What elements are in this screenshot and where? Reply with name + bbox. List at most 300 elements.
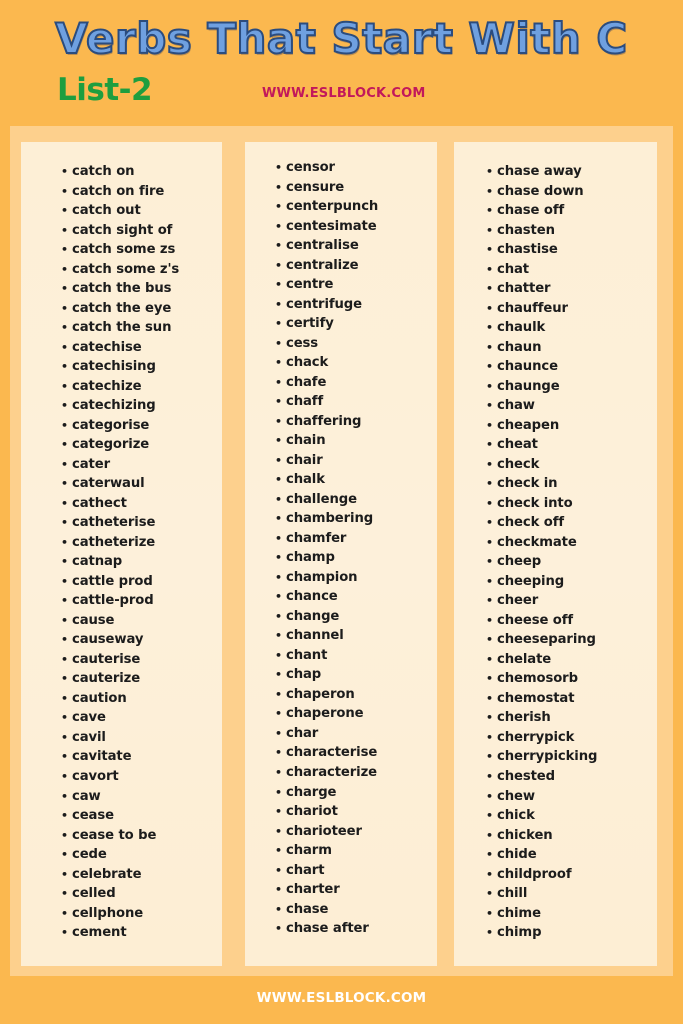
verb-list-item <box>61 240 179 260</box>
bullet-icon: • <box>486 204 493 218</box>
verb-list-item <box>275 353 378 373</box>
bullet-icon: • <box>61 262 68 276</box>
bullet-icon: • <box>486 243 493 257</box>
verb-text: cheer <box>497 593 539 609</box>
bullet-icon: • <box>275 297 282 311</box>
verb-text: chick <box>497 808 535 824</box>
bullet-icon: • <box>61 730 68 744</box>
bullet-icon: • <box>486 672 493 686</box>
bullet-icon: • <box>275 590 282 604</box>
verb-text: chatter <box>497 281 551 297</box>
verb-list <box>486 162 597 943</box>
verb-list-item <box>486 767 597 787</box>
bullet-icon: • <box>275 414 282 428</box>
verb-list-item <box>275 178 378 198</box>
bullet-icon: • <box>61 457 68 471</box>
bullet-icon: • <box>61 750 68 764</box>
verb-text: chack <box>286 355 329 371</box>
verb-list-item <box>486 455 597 475</box>
verb-text: cattle prod <box>72 573 153 589</box>
bullet-icon: • <box>275 492 282 506</box>
bullet-icon: • <box>61 594 68 608</box>
verb-list-item <box>486 591 597 611</box>
bullet-icon: • <box>486 691 493 705</box>
bullet-icon: • <box>275 805 282 819</box>
verb-list <box>61 162 179 943</box>
page-title: Verbs That Start With C <box>55 14 628 63</box>
bullet-icon: • <box>275 512 282 526</box>
verb-text: charter <box>286 882 340 898</box>
verb-list-item <box>61 201 179 221</box>
verb-text: chastise <box>497 242 558 258</box>
verb-list-item <box>275 919 378 939</box>
verb-text: cauterize <box>72 671 141 687</box>
bullet-icon: • <box>61 613 68 627</box>
verb-list-item <box>275 334 378 354</box>
verb-list-item <box>486 650 597 670</box>
verb-text: cater <box>72 456 110 472</box>
bullet-icon: • <box>275 473 282 487</box>
bullet-icon: • <box>275 785 282 799</box>
verb-list-item <box>61 513 179 533</box>
bullet-icon: • <box>486 399 493 413</box>
verb-list-item <box>275 217 378 237</box>
verb-list-item <box>61 357 179 377</box>
verb-text: chaperon <box>286 686 355 702</box>
verb-text: cement <box>72 925 127 941</box>
verb-list-item <box>486 708 597 728</box>
verb-list-item <box>486 221 597 241</box>
verb-list <box>275 158 378 939</box>
verb-list-item <box>61 689 179 709</box>
bullet-icon: • <box>486 223 493 237</box>
verb-text: champ <box>286 550 335 566</box>
verb-text: chase away <box>497 164 582 179</box>
verb-text: char <box>286 725 319 741</box>
verb-text: chew <box>497 788 535 804</box>
verb-list-item <box>486 513 597 533</box>
verb-text: categorize <box>72 437 150 453</box>
bullet-icon: • <box>486 906 493 920</box>
verb-list-item <box>275 900 378 920</box>
verb-text: cellphone <box>72 905 144 921</box>
verb-list-item <box>61 650 179 670</box>
verb-list-item <box>486 494 597 514</box>
verb-list-item <box>486 338 597 358</box>
verb-text: cheeseparing <box>497 632 596 648</box>
verb-list-item <box>275 392 378 412</box>
verb-list-item <box>275 822 378 842</box>
bullet-icon: • <box>275 395 282 409</box>
bullet-icon: • <box>486 867 493 881</box>
verb-list-item <box>61 591 179 611</box>
verb-text: catechizing <box>72 398 156 414</box>
verb-list-item <box>275 197 378 217</box>
verb-text: charge <box>286 784 337 800</box>
bullet-icon: • <box>275 570 282 584</box>
bullet-icon: • <box>486 926 493 940</box>
verb-list-item <box>486 435 597 455</box>
verb-text: chimp <box>497 925 542 941</box>
verb-text: chasten <box>497 222 555 238</box>
verb-text: change <box>286 608 340 624</box>
verb-list-item <box>61 806 179 826</box>
bullet-icon: • <box>486 496 493 510</box>
bullet-icon: • <box>486 809 493 823</box>
verb-text: chide <box>497 847 537 863</box>
verb-list-item <box>486 826 597 846</box>
verb-list-item <box>275 587 378 607</box>
bullet-icon: • <box>61 340 68 354</box>
verb-text: catch some zs <box>72 242 176 258</box>
verb-list-item <box>61 533 179 553</box>
verb-list-item <box>61 299 179 319</box>
verb-list-item <box>486 201 597 221</box>
bullet-icon: • <box>61 848 68 862</box>
verb-text: cherish <box>497 710 551 726</box>
verb-text: catch on <box>72 164 135 179</box>
verb-list-item <box>61 865 179 885</box>
bullet-icon: • <box>61 574 68 588</box>
bullet-icon: • <box>486 165 493 178</box>
verb-text: characterise <box>286 745 378 761</box>
verb-text: cease to be <box>72 827 157 843</box>
bullet-icon: • <box>61 555 68 569</box>
verb-text: cheep <box>497 554 542 570</box>
verb-text: celebrate <box>72 866 142 882</box>
bullet-icon: • <box>486 730 493 744</box>
verb-text: champion <box>286 569 358 585</box>
verb-list-item <box>61 279 179 299</box>
verb-text: cheat <box>497 437 538 453</box>
bullet-icon: • <box>486 321 493 335</box>
bullet-icon: • <box>275 180 282 194</box>
verb-list-item <box>275 568 378 588</box>
bullet-icon: • <box>275 551 282 565</box>
verb-text: childproof <box>497 866 572 882</box>
verb-list-item <box>486 728 597 748</box>
bullet-icon: • <box>61 809 68 823</box>
verb-list-item <box>486 377 597 397</box>
verb-text: check in <box>497 476 558 492</box>
bullet-icon: • <box>61 321 68 335</box>
verb-text: chair <box>286 452 323 468</box>
bullet-icon: • <box>275 726 282 740</box>
verb-text: catheterize <box>72 534 156 550</box>
verb-text: categorise <box>72 417 150 433</box>
verb-list-item <box>486 552 597 572</box>
verb-list-item <box>275 529 378 549</box>
verb-text: charm <box>286 843 332 859</box>
verb-text: channel <box>286 628 344 644</box>
verb-text: cede <box>72 847 107 863</box>
bullet-icon: • <box>486 750 493 764</box>
bullet-icon: • <box>486 633 493 647</box>
verb-list-item <box>61 572 179 592</box>
bullet-icon: • <box>275 258 282 272</box>
verb-text: cheapen <box>497 417 560 433</box>
verb-list-item <box>275 412 378 432</box>
bullet-icon: • <box>486 711 493 725</box>
verb-text: catch the eye <box>72 300 172 316</box>
bullet-icon: • <box>275 278 282 292</box>
verb-list-item <box>275 704 378 724</box>
bullet-icon: • <box>61 652 68 666</box>
bullet-icon: • <box>486 887 493 901</box>
verb-text: caterwaul <box>72 476 145 492</box>
verb-list-item <box>61 416 179 436</box>
bullet-icon: • <box>275 531 282 545</box>
verb-list-item <box>486 260 597 280</box>
bullet-icon: • <box>275 668 282 682</box>
verb-text: chested <box>497 768 555 784</box>
verb-list-item <box>275 275 378 295</box>
bullet-icon: • <box>275 765 282 779</box>
bullet-icon: • <box>61 282 68 296</box>
verb-column-2 <box>245 142 437 966</box>
verb-text: chaffering <box>286 413 362 429</box>
verb-list-item <box>61 455 179 475</box>
bullet-icon: • <box>61 906 68 920</box>
verb-text: cavil <box>72 729 106 745</box>
website-header-link: WWW.ESLBLOCK.COM <box>262 86 426 101</box>
verb-list-item <box>61 747 179 767</box>
verb-text: cave <box>72 710 106 726</box>
verb-text: chase after <box>286 921 369 937</box>
bullet-icon: • <box>61 438 68 452</box>
verb-list-item <box>275 665 378 685</box>
bullet-icon: • <box>61 535 68 549</box>
verb-text: cavitate <box>72 749 132 765</box>
bullet-icon: • <box>275 317 282 331</box>
verb-text: chant <box>286 647 328 663</box>
verb-text: chaperone <box>286 706 364 722</box>
verb-text: checkmate <box>497 534 577 550</box>
bullet-icon: • <box>61 711 68 725</box>
verb-text: catechising <box>72 359 156 375</box>
verb-text: centrifuge <box>286 296 362 312</box>
verb-text: cherrypicking <box>497 749 598 765</box>
verb-text: chaw <box>497 398 535 414</box>
verb-text: chariot <box>286 804 338 820</box>
bullet-icon: • <box>61 418 68 432</box>
bullet-icon: • <box>275 863 282 877</box>
bullet-icon: • <box>275 648 282 662</box>
bullet-icon: • <box>486 438 493 452</box>
bullet-icon: • <box>486 535 493 549</box>
bullet-icon: • <box>61 301 68 315</box>
verb-text: chauffeur <box>497 300 568 316</box>
verb-list-item <box>61 787 179 807</box>
verb-list-item <box>61 377 179 397</box>
verb-text: chase <box>286 901 329 917</box>
verb-list-item <box>275 431 378 451</box>
verb-text: chemostat <box>497 690 575 706</box>
verb-text: charioteer <box>286 823 362 839</box>
verb-text: cheese off <box>497 612 574 628</box>
verb-text: chase down <box>497 183 584 199</box>
bullet-icon: • <box>275 336 282 350</box>
bullet-icon: • <box>61 360 68 374</box>
bullet-icon: • <box>486 652 493 666</box>
bullet-icon: • <box>486 457 493 471</box>
verb-list-item <box>61 260 179 280</box>
bullet-icon: • <box>61 828 68 842</box>
bullet-icon: • <box>486 477 493 491</box>
bullet-icon: • <box>61 243 68 257</box>
verb-list-item <box>61 669 179 689</box>
website-footer: WWW.ESLBLOCK.COM <box>256 990 427 1006</box>
verb-list-item <box>275 861 378 881</box>
verb-list-item <box>275 451 378 471</box>
verb-list-item <box>61 904 179 924</box>
verb-text: centesimate <box>286 218 377 234</box>
bullet-icon: • <box>486 379 493 393</box>
verb-text: centralize <box>286 257 359 273</box>
verb-text: cattle-prod <box>72 593 154 609</box>
verb-list-item <box>486 396 597 416</box>
bullet-icon: • <box>486 828 493 842</box>
bullet-icon: • <box>486 360 493 374</box>
verb-list-item <box>275 724 378 744</box>
verb-list-item <box>275 509 378 529</box>
verb-text: catch out <box>72 203 141 219</box>
bullet-icon: • <box>61 691 68 705</box>
bullet-icon: • <box>61 496 68 510</box>
bullet-icon: • <box>275 375 282 389</box>
verb-text: catechise <box>72 339 142 355</box>
verb-list-item <box>486 299 597 319</box>
verb-column-1 <box>21 142 222 966</box>
verb-list-item <box>61 923 179 943</box>
verb-column-3 <box>454 142 657 966</box>
verb-text: censor <box>286 160 335 175</box>
verb-list-item <box>275 490 378 510</box>
bullet-icon: • <box>61 789 68 803</box>
bullet-icon: • <box>486 613 493 627</box>
bullet-icon: • <box>486 574 493 588</box>
verb-list-item <box>275 841 378 861</box>
bullet-icon: • <box>61 204 68 218</box>
bullet-icon: • <box>275 356 282 370</box>
bullet-icon: • <box>275 922 282 936</box>
bullet-icon: • <box>275 609 282 623</box>
bullet-icon: • <box>486 301 493 315</box>
verb-text: chaun <box>497 339 542 355</box>
verb-text: caw <box>72 788 101 804</box>
verb-text: chicken <box>497 827 553 843</box>
bullet-icon: • <box>486 516 493 530</box>
verb-text: catch the sun <box>72 320 172 336</box>
verb-list-item <box>275 743 378 763</box>
verb-text: celled <box>72 886 116 902</box>
verb-text: chelate <box>497 651 552 667</box>
verb-list-item <box>61 162 179 182</box>
verb-list-item <box>486 747 597 767</box>
bullet-icon: • <box>486 848 493 862</box>
verb-text: chill <box>497 886 528 902</box>
verb-list-item <box>61 611 179 631</box>
verb-text: catechize <box>72 378 142 394</box>
bullet-icon: • <box>275 844 282 858</box>
bullet-icon: • <box>486 184 493 198</box>
verb-text: challenge <box>286 491 357 507</box>
verb-list-item <box>275 470 378 490</box>
verb-list-item <box>275 295 378 315</box>
verb-text: catch on fire <box>72 183 165 199</box>
verb-text: cheeping <box>497 573 565 589</box>
bullet-icon: • <box>275 883 282 897</box>
bullet-icon: • <box>275 707 282 721</box>
verb-text: chase off <box>497 203 565 219</box>
verb-list-item <box>61 221 179 241</box>
verb-text: chime <box>497 905 541 921</box>
verb-text: check into <box>497 495 573 511</box>
verb-list-item <box>486 904 597 924</box>
verb-list-item <box>61 708 179 728</box>
verb-text: cauterise <box>72 651 141 667</box>
bullet-icon: • <box>275 434 282 448</box>
verb-list-item <box>275 373 378 393</box>
bullet-icon: • <box>275 161 282 174</box>
verb-list-item <box>486 182 597 202</box>
verb-list-item <box>275 158 378 178</box>
bullet-icon: • <box>61 379 68 393</box>
verb-list-item <box>61 552 179 572</box>
verb-text: catch some z's <box>72 261 180 277</box>
verb-list-item <box>61 396 179 416</box>
verb-list-item <box>486 689 597 709</box>
verb-list-item <box>61 318 179 338</box>
verb-text: catch the bus <box>72 281 172 297</box>
verb-text: chambering <box>286 511 374 527</box>
verb-list-item <box>486 416 597 436</box>
verb-list-item <box>486 572 597 592</box>
verb-list-item <box>486 357 597 377</box>
verb-list-item <box>275 763 378 783</box>
bullet-icon: • <box>61 477 68 491</box>
verb-text: centre <box>286 277 334 293</box>
verb-list-item <box>486 533 597 553</box>
bullet-icon: • <box>61 887 68 901</box>
verb-list-item <box>61 630 179 650</box>
verb-list-item <box>275 802 378 822</box>
bullet-icon: • <box>486 262 493 276</box>
bullet-icon: • <box>61 399 68 413</box>
bullet-icon: • <box>61 184 68 198</box>
verb-text: cause <box>72 612 115 628</box>
verb-list-item <box>275 783 378 803</box>
verb-list-item <box>486 923 597 943</box>
verb-list-item <box>61 884 179 904</box>
verb-text: chalk <box>286 472 325 488</box>
verb-list-item <box>275 548 378 568</box>
verb-text: chance <box>286 589 338 605</box>
bullet-icon: • <box>275 687 282 701</box>
bullet-icon: • <box>275 239 282 253</box>
bullet-icon: • <box>486 555 493 569</box>
bullet-icon: • <box>486 789 493 803</box>
verb-text: cathect <box>72 495 127 511</box>
bullet-icon: • <box>275 902 282 916</box>
verb-list-item <box>486 787 597 807</box>
verb-list-item <box>275 236 378 256</box>
verb-list-item <box>486 611 597 631</box>
verb-list-item <box>486 162 597 182</box>
verb-list-item <box>61 182 179 202</box>
verb-text: chamfer <box>286 530 347 546</box>
verb-text: chap <box>286 667 322 683</box>
